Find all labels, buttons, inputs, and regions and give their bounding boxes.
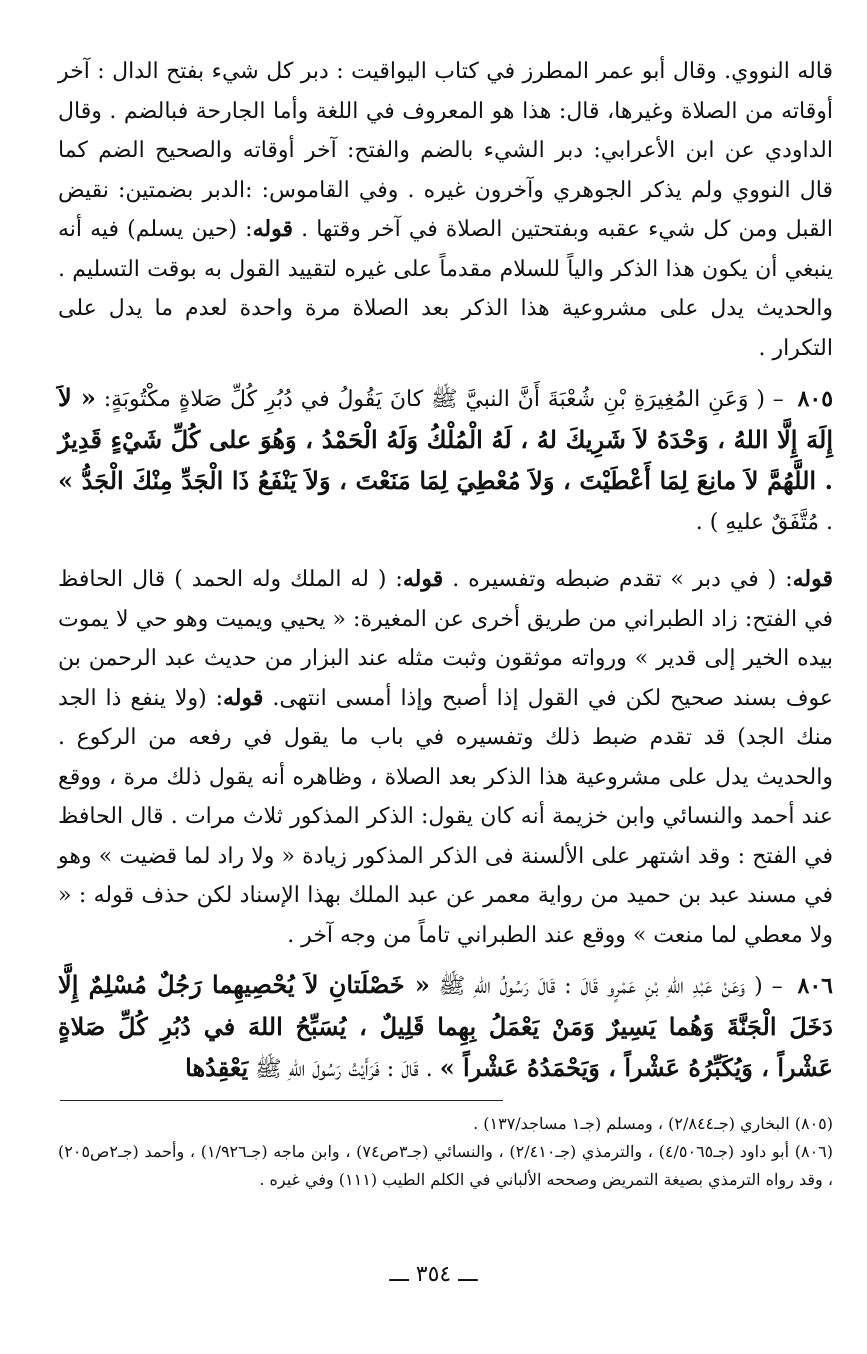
commentary-text: : (ولا ينفع ذا الجد منك الجد) قد تقدم ضبط ذلك وتفسيره في باب ما يقول في رفعه من الركوع . والحديث يدل على مشروعية هذا الذكر بعد الصلاة ، وظاهره أنه يقول ذلك مرة ، ووقع عند أحمد والنسائي وابن خزيمة أنه كان يقول: الذكر المذكور ثلاث مرات . قال الحافظ في الفتح : وقد اشتهر على الألسنة فى الذكر المذكور زيادة « ولا راد لما قضيت » وهو في مسند عبد بن حميد من رواية معمر عن عبد الملك بهذا الإسناد لكن حذف قوله : « ولا معطي لما منعت » ووقع عند الطبراني تاماً من وجه آخر . xyxy=(58,685,833,948)
commentary-text: : ( له الملك وله الحمد ) قال الحافظ في الفتح: زاد الطبراني من طريق أخرى عن المغيرة: « يحيي ويميت وهو حي لا يموت بيده الخير إلى قدير » ورواته موثقون وثبت مثله عند البزار من حديث عبد الرحمن بن عوف بسند صحيح لكن في القول إذا أصبح وإذا أمسى انتهى. xyxy=(58,567,834,711)
qawluh-marker: قوله xyxy=(223,684,264,711)
hadith-matn: « لاَ إِلَهَ إِلَّا اللهُ ، وَحْدَهُ لاَ شَرِيكَ لهُ ، لَهُ الْمُلْكُ وَلَهُ الْحَمْدُ ، وَهُوَ على كُلِّ شَيْءٍ قَدِيرٌ . اللَّهُمَّ لاَ مانِعَ لِمَا أَعْطَيْتَ ، وَلاَ مُعْطِيَ لِمَا مَنَعْتَ ، وَلاَ يَنْفَعُ ذَا الْجَدِّ مِنْكَ الْجَدُّ » xyxy=(58,383,834,495)
hadith-matn: « خَصْلَتانِ لاَ يُحْصِيهِما رَجُلٌ مُسْلِمٌ إِلَّا دَخَلَ الْجَنَّةَ وَهُما يَسِيرٌ وَمَنْ يَعْمَلُ بِهِما قَلِيلٌ ، يُسَبِّحُ اللهَ في دُبُرِ كُلِّ صَلاةٍ عَشْراً ، وَيُكَبِّرُهُ عَشْراً ، وَيَحْمَدُهُ عَشْراً » xyxy=(58,970,833,1082)
hadith-last-word: يَعْقِدُها xyxy=(185,1053,249,1082)
hadith-806 xyxy=(58,965,833,1090)
footnote-805: (٨٠٥) البخاري (جـ٢/٨٤٤) ، ومسلم (جـ١ مساجد/١٣٧) . xyxy=(473,1114,833,1133)
qawluh-marker: قوله xyxy=(402,566,444,592)
hadith-number: ٨٠٦ xyxy=(797,973,833,999)
footnotes xyxy=(58,1110,833,1194)
hadith-number: ٨٠٥ xyxy=(797,386,834,412)
hadith-continuation: . قَالَ : فَرَأَيْتُ رَسُولَ اللهِ ﷺ xyxy=(255,1057,433,1082)
commentary-text: قاله النووي. وقال أبو عمر المطرز في كتاب اليواقيت : دبر كل شيء بفتح الدال : آخر أوقاته من الصلاة وغيرها، قال: هذا هو المعروف في اللغة وأما الجارحة فبالضم . وقال الداودي عن ابن الأعرابي: دبر الشيء بالضم والفتح: آخر أوقاته والصحيح الضم كما قال النووي ولم يذكر الجوهري وآخرون غيره . وفي القاموس: :الدبر بضمتين: نقيض القبل ومن كل شيء عقبه وبفتحتين الصلاة في آخر وقتها . xyxy=(58,59,833,242)
footnote-divider xyxy=(60,1100,503,1101)
commentary-paragraph-1 xyxy=(58,52,833,368)
hadith-source: . مُتَّفَقٌ عليهِ ) . xyxy=(695,509,833,535)
commentary-text: : ( في دبر » تقدم ضبطه وتفسيره . xyxy=(452,567,793,592)
hadith-isnad: – ( وَعَنْ عَبْدِ اللهِ بْنِ عَمْرٍو قَالَ : قَالَ رَسُولُ اللهِ ﷺ xyxy=(438,974,783,999)
qawluh-marker: قوله xyxy=(252,216,293,242)
hadith-isnad: – ( وَعَنِ المُغِيرَةِ بْنِ شُعْبَةَ أَنَّ النبيَّ ﷺ كانَ يَقُولُ في دُبُرِ كُلِّ صَلاةٍ مكْتُوبَةٍ: xyxy=(103,387,784,412)
commentary-text: : (حين يسلم) فيه أنه ينبغي أن يكون هذا الذكر والياً للسلام مقدماً على غيره لتقييد القول به بوقت التسليم . والحديث يدل على مشروعية هذا الذكر بعد الصلاة مرة واحدة لعدم ما يدل على التكرار . xyxy=(58,217,833,361)
spacer xyxy=(58,546,833,560)
qawluh-marker: قوله xyxy=(792,566,834,592)
commentary-paragraph-2 xyxy=(58,560,833,955)
footnote-806: (٨٠٦) أبو داود (جـ٤/٥٠٦٥) ، والترمذي (جـ٢/٤١٠) ، والنسائي (جـ٣ص٧٤) ، وابن ماجه (جـ١/٩٢٦) ، وأحمد (جـ٢ص٢٠٥) ، وقد رواه الترمذي بصيغة التمريض وصححه الألباني في الكلم الطيب (١١١) وفي غيره . xyxy=(58,1142,834,1189)
page-number: ـــ ٣٥٤ ـــ xyxy=(389,1262,478,1287)
page-body xyxy=(58,52,833,1094)
hadith-805 xyxy=(58,378,833,542)
